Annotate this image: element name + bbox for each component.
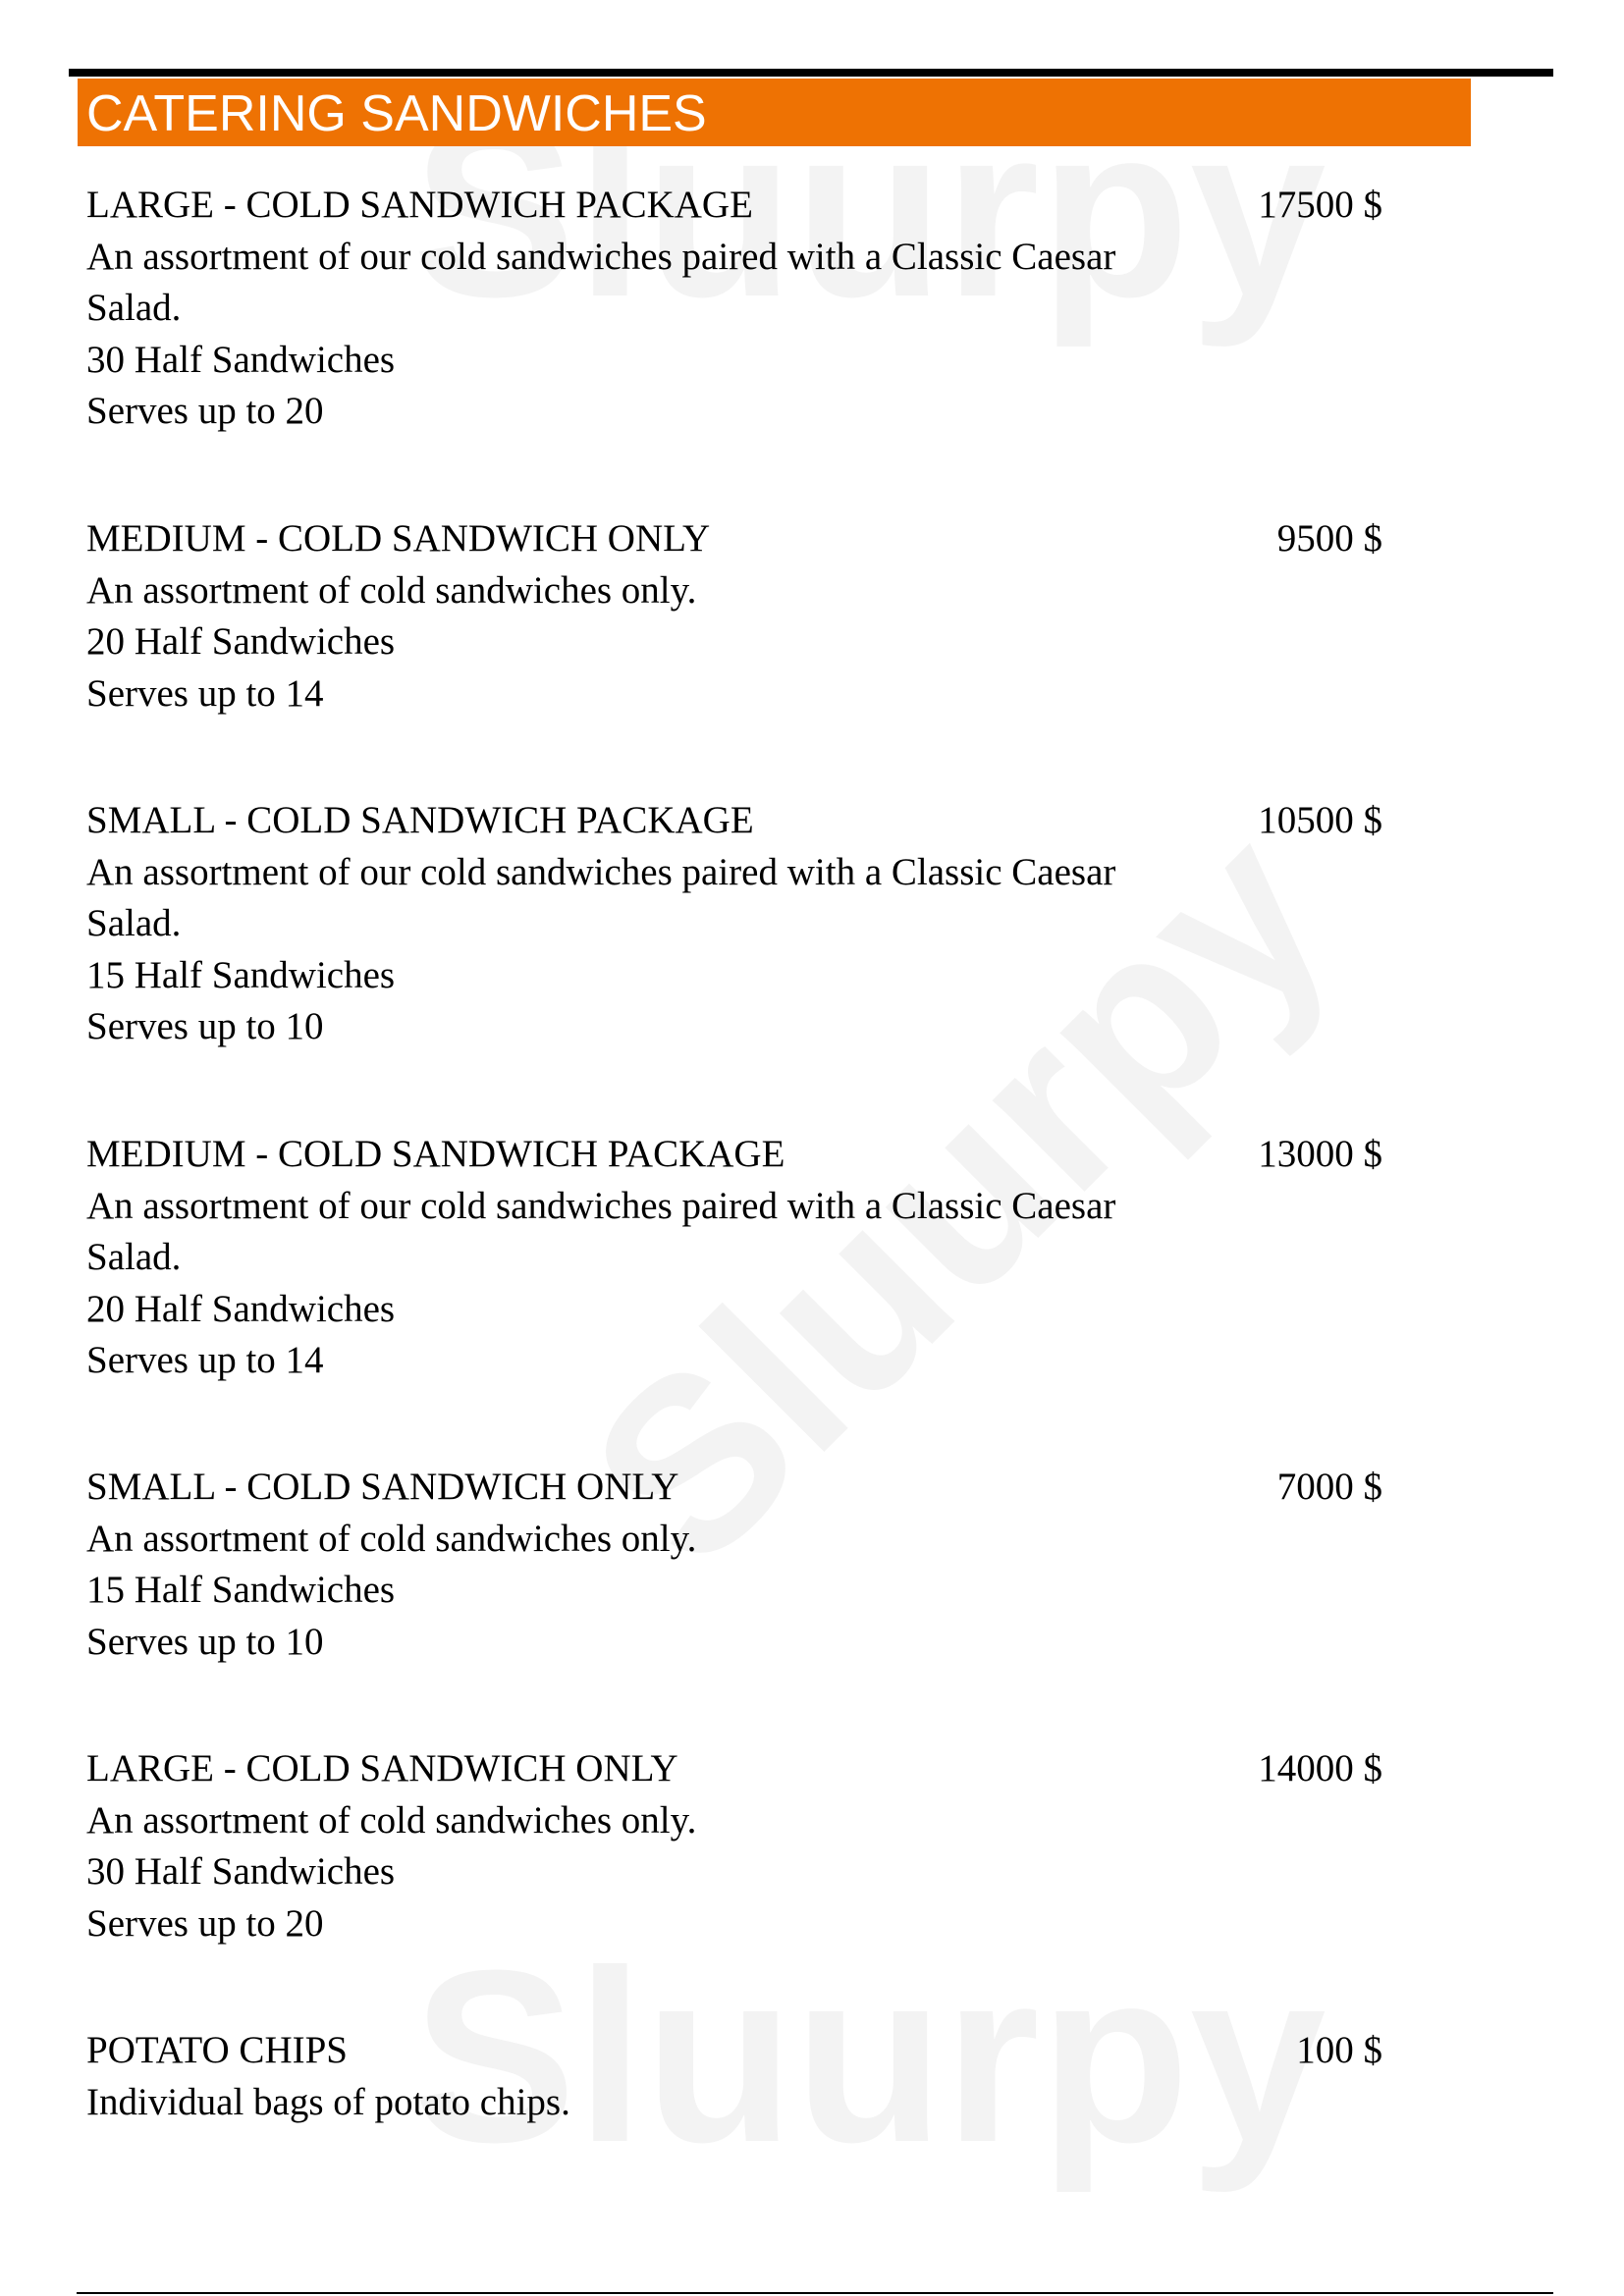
menu-item-name: MEDIUM - COLD SANDWICH PACKAGE	[86, 1133, 785, 1175]
menu-item-price: 14000 $	[1258, 1747, 1382, 1789]
menu-item-portion: 15 Half Sandwiches	[86, 953, 396, 996]
menu-item	[86, 795, 1382, 1053]
menu-item-serves: Serves up to 20	[86, 1901, 324, 1945]
menu-item-description: An assortment of cold sandwiches only.	[86, 1798, 697, 1842]
top-rule	[69, 69, 1553, 77]
menu-item-serves: Serves up to 14	[86, 1339, 324, 1381]
menu-item-price: 9500 $	[1276, 517, 1382, 560]
menu-item-description: An assortment of cold sandwiches only.	[86, 1517, 697, 1560]
menu-item-price: 13000 $	[1258, 1133, 1382, 1175]
section-title: CATERING SANDWICHES	[86, 84, 707, 142]
menu-item-name: POTATO CHIPS	[86, 2029, 348, 2071]
menu-item-portion: 15 Half Sandwiches	[86, 1569, 396, 1611]
section-header-bar	[78, 79, 1471, 146]
menu-item-description: An assortment of our cold sandwiches paired with a Classic Caesar	[86, 235, 1116, 278]
menu-item	[86, 1129, 1382, 1387]
menu-item-price: 17500 $	[1258, 184, 1382, 226]
menu-item-description: An assortment of our cold sandwiches paired with a Classic Caesar	[86, 1184, 1116, 1227]
menu-item-portion: 20 Half Sandwiches	[86, 1287, 396, 1330]
menu-item-description: Salad.	[86, 287, 182, 329]
menu-item-description: Salad.	[86, 1236, 182, 1278]
menu-item-portion: 30 Half Sandwiches	[86, 1850, 396, 1893]
menu-item-name: SMALL - COLD SANDWICH PACKAGE	[86, 799, 754, 841]
menu-item	[86, 1462, 1382, 1668]
menu-item-portion: 20 Half Sandwiches	[86, 620, 396, 663]
menu-item	[86, 1743, 1382, 1949]
menu-item-description: Salad.	[86, 902, 182, 944]
menu-item-serves: Serves up to 20	[86, 390, 324, 432]
menu-item-description: An assortment of cold sandwiches only.	[86, 568, 697, 612]
menu-item	[86, 513, 1382, 720]
menu-item-name: MEDIUM - COLD SANDWICH ONLY	[86, 517, 711, 560]
menu-item-price: 10500 $	[1258, 799, 1382, 841]
menu-item-name: SMALL - COLD SANDWICH ONLY	[86, 1466, 679, 1508]
menu-item-portion: 30 Half Sandwiches	[86, 338, 396, 381]
menu-item	[86, 180, 1382, 438]
menu-item-serves: Serves up to 10	[86, 1005, 324, 1047]
menu-item-description: An assortment of our cold sandwiches paired with a Classic Caesar	[86, 850, 1116, 893]
menu-item-price: 7000 $	[1276, 1466, 1382, 1508]
bottom-rule	[77, 2292, 1553, 2294]
menu-item-price: 100 $	[1296, 2029, 1382, 2071]
menu-item	[86, 2025, 1382, 2128]
menu-item-serves: Serves up to 10	[86, 1620, 324, 1663]
menu-item-name: LARGE - COLD SANDWICH PACKAGE	[86, 184, 753, 226]
menu-item-name: LARGE - COLD SANDWICH ONLY	[86, 1747, 678, 1789]
menu-item-description: Individual bags of potato chips.	[86, 2080, 570, 2123]
menu-item-serves: Serves up to 14	[86, 671, 324, 715]
